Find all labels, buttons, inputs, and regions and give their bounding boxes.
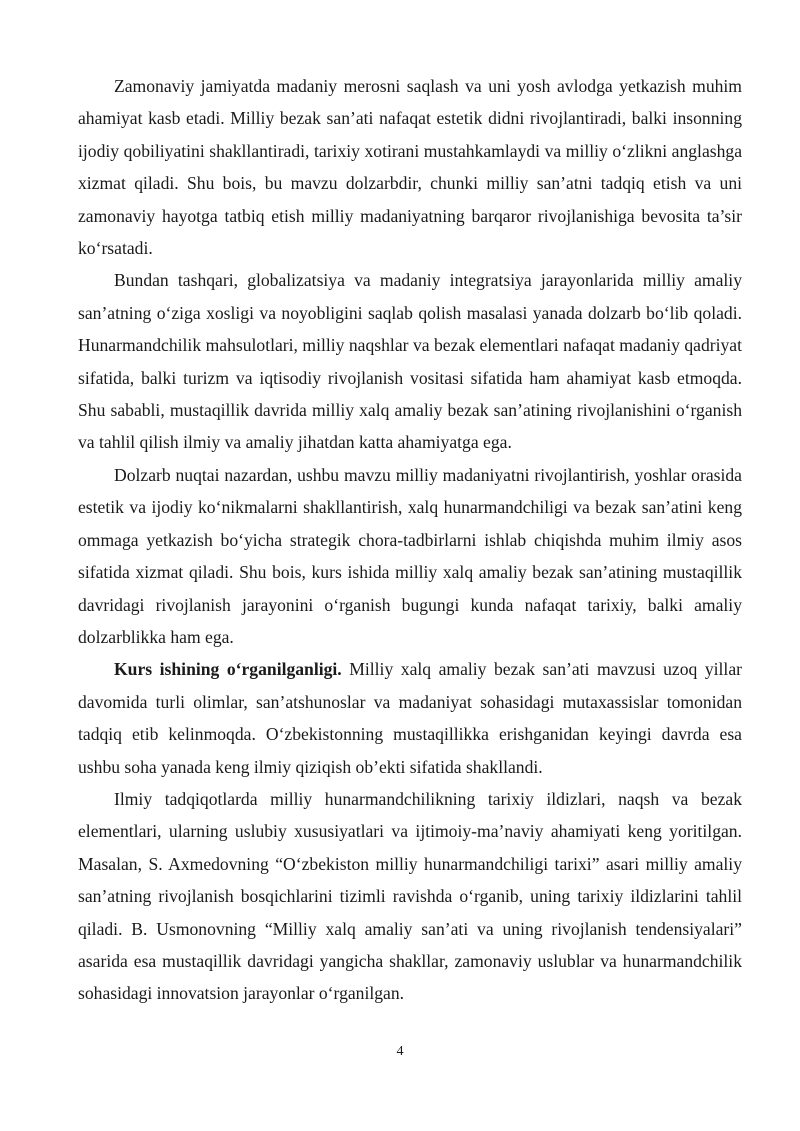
paragraph-1: [78, 70, 742, 264]
paragraph-4-lead: Kurs ishining o‘rganilganligi.: [114, 659, 342, 680]
paragraph-5: [78, 783, 742, 1010]
paragraph-2-text: Bundan tashqari, globalizatsiya va madaniy integratsiya jarayonlarida milliy amaliy san’atning o‘ziga xosligi va noyobligini saqlab qolish masalasi yanada dolzarb bo‘lib qoladi. Hunarmandchilik mahsulotlari, milliy naqshlar va bezak elementlari nafaqat madaniy qadriyat sifatida, balki turizm va iqtisodiy rivojlanish vositasi sifatida ham ahamiyat kasb etmoqda. Shu sababli, mustaqillik davrida milliy xalq amaliy bezak san’atining rivojlanishini o‘rganish va tahlil qilish ilmiy va amaliy jihatdan katta ahamiyatga ega.: [78, 270, 742, 453]
paragraph-1-text: Zamonaviy jamiyatda madaniy merosni saqlash va uni yosh avlodga yetkazish muhim ahamiyat kasb etadi. Milliy bezak san’ati nafaqat estetik didni rivojlantiradi, balki insonning ijodiy qobiliyatini shakllantiradi, tarixiy xotirani mustahkamlaydi va milliy o‘zlikni anglashga xizmat qiladi. Shu bois, bu mavzu dolzarbdir, chunki milliy san’atni tadqiq etish va uni zamonaviy hayotga tatbiq etish milliy madaniyatning barqaror rivojlanishiga bevosita ta’sir ko‘rsatadi.: [78, 76, 742, 259]
paragraph-5-text: Ilmiy tadqiqotlarda milliy hunarmandchilikning tarixiy ildizlari, naqsh va bezak elementlari, ularning uslubiy xususiyatlari va ijtimoiy-ma’naviy ahamiyati keng yoritilgan. Masalan, S. Axmedovning “O‘zbekiston milliy hunarmandchiligi tarixi” asari milliy amaliy san’atning rivojlanish bosqichlarini tizimli ravishda o‘rganib, uning tarixiy ildizlarini tahlil qiladi. B. Usmonovning “Milliy xalq amaliy san’ati va uning rivojlanish tendensiyalari” asarida esa mustaqillik davridagi yangicha shakllar, zamonaviy uslublar va hunarmandchilik sohasidagi innovatsion jarayonlar o‘rganilgan.: [78, 788, 742, 1004]
paragraph-2: [78, 264, 742, 458]
paragraph-3-text: Dolzarb nuqtai nazardan, ushbu mavzu milliy madaniyatni rivojlantirish, yoshlar orasida estetik va ijodiy ko‘nikmalarni shakllantirish, xalq hunarmandchiligi va bezak san’atini keng ommaga yetkazish bo‘yicha strategik chora-tadbirlarni ishlab chiqishda muhim ilmiy asos sifatida xizmat qiladi. Shu bois, kurs ishida milliy xalq amaliy bezak san’atining mustaqillik davridagi rivojlanish jarayonini o‘rganish bugungi kunda nafaqat tarixiy, balki amaliy dolzarblikka ham ega.: [78, 464, 742, 647]
paragraph-4-text: Milliy xalq amaliy bezak san’ati mavzusi uzoq yillar davomida turli olimlar, san’atshunoslar va madaniyat sohasidagi mutaxassislar tomonidan tadqiq etib kelinmoqda. O‘zbekistonning mustaqillikka erishganidan keyingi davrda esa ushbu soha yanada keng ilmiy qiziqish ob’ekti sifatida shakllandi.: [78, 659, 742, 777]
paragraph-3: [78, 459, 742, 653]
paragraph-4: [78, 653, 742, 783]
page-number: 4: [396, 1044, 404, 1059]
body-text: [78, 70, 742, 1010]
